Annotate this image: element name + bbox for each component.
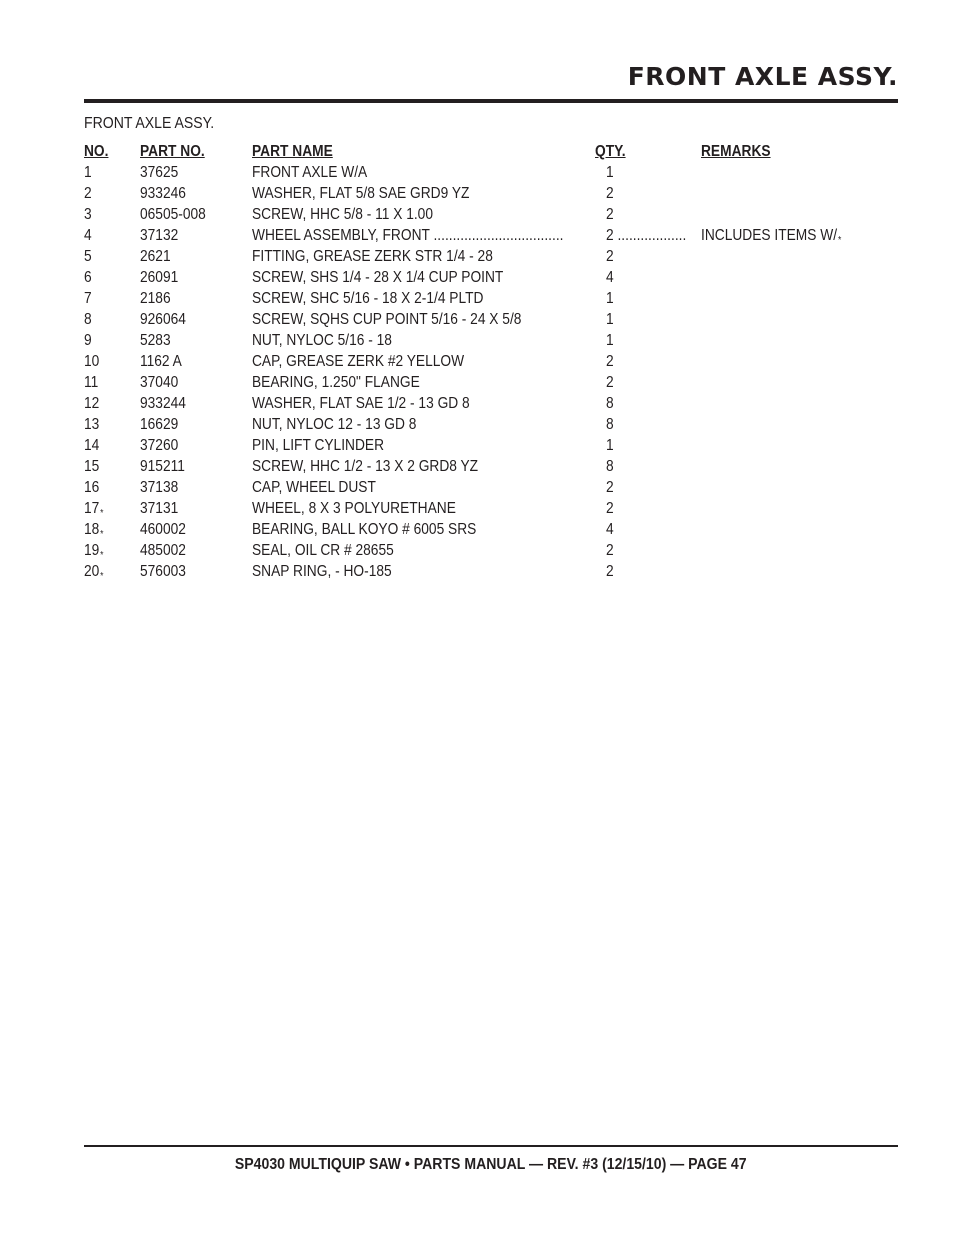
part-name: SNAP RING, - HO-185 [252, 563, 392, 580]
part-number: 16629 [140, 416, 179, 433]
quantity: 8 [606, 458, 614, 475]
table-row [84, 435, 884, 456]
quantity: 2 .................. [606, 227, 687, 244]
quantity: 1 [606, 332, 614, 349]
part-name: WHEEL ASSEMBLY, FRONT .................................. [252, 227, 564, 244]
parts-table [84, 141, 884, 582]
table-row [84, 393, 884, 414]
part-number: 2186 [140, 290, 171, 307]
quantity: 2 [606, 248, 614, 265]
part-name: CAP, WHEEL DUST [252, 479, 376, 496]
section-label: FRONT AXLE ASSY. [84, 115, 215, 132]
header-part-name: PART NAME [252, 143, 333, 160]
header-rule [84, 99, 898, 103]
page-footer [84, 1154, 898, 1176]
table-row [84, 225, 884, 246]
table-row [84, 204, 884, 225]
star-marker: * [100, 550, 104, 561]
quantity: 1 [606, 437, 614, 454]
page-header [84, 62, 898, 92]
part-name: BEARING, BALL KOYO # 6005 SRS [252, 521, 477, 538]
part-number: 37132 [140, 227, 179, 244]
item-no: 7 [84, 290, 92, 307]
part-name: SCREW, SHC 5/16 - 18 X 2-1/4 PLTD [252, 290, 484, 307]
item-no: 14 [84, 437, 100, 454]
part-number: 485002 [140, 542, 186, 559]
part-number: 460002 [140, 521, 186, 538]
part-number: 926064 [140, 311, 186, 328]
star-marker: * [100, 529, 104, 540]
part-name: NUT, NYLOC 12 - 13 GD 8 [252, 416, 417, 433]
part-number: 2621 [140, 248, 171, 265]
footer-text: SP4030 MULTIQUIP SAW • PARTS MANUAL — REV. #3 (12/15/10) — PAGE 47 [235, 1156, 747, 1173]
remarks: INCLUDES ITEMS W/* [701, 227, 842, 246]
quantity: 1 [606, 311, 614, 328]
star-marker: * [100, 571, 104, 582]
part-number: 37131 [140, 500, 179, 517]
part-number: 1162 A [140, 353, 182, 370]
item-no: 19* [84, 542, 104, 561]
quantity: 2 [606, 185, 614, 202]
item-no: 18* [84, 521, 104, 540]
table-row [84, 372, 884, 393]
item-no: 16 [84, 479, 100, 496]
part-number: 37625 [140, 164, 179, 181]
header-qty: QTY. [595, 143, 626, 160]
table-body [84, 162, 884, 582]
table-row [84, 456, 884, 477]
quantity: 8 [606, 416, 614, 433]
quantity: 2 [606, 542, 614, 559]
quantity: 8 [606, 395, 614, 412]
quantity: 4 [606, 521, 614, 538]
quantity: 2 [606, 206, 614, 223]
header-no: NO. [84, 143, 109, 160]
part-name: SCREW, SHS 1/4 - 28 X 1/4 CUP POINT [252, 269, 504, 286]
item-no: 11 [84, 374, 99, 391]
table-row [84, 498, 884, 519]
table-row [84, 330, 884, 351]
quantity: 4 [606, 269, 614, 286]
table-row [84, 540, 884, 561]
item-no: 6 [84, 269, 92, 286]
part-number: 37040 [140, 374, 179, 391]
part-name: PIN, LIFT CYLINDER [252, 437, 385, 454]
part-name: FRONT AXLE W/A [252, 164, 368, 181]
item-no: 1 [84, 164, 92, 181]
table-row [84, 267, 884, 288]
item-no: 12 [84, 395, 100, 412]
item-no: 15 [84, 458, 100, 475]
quantity: 2 [606, 479, 614, 496]
part-number: 933246 [140, 185, 186, 202]
quantity: 2 [606, 353, 614, 370]
table-row [84, 519, 884, 540]
part-name: SCREW, HHC 1/2 - 13 X 2 GRD8 YZ [252, 458, 479, 475]
table-row [84, 246, 884, 267]
table-row [84, 561, 884, 582]
item-no: 3 [84, 206, 92, 223]
part-number: 576003 [140, 563, 186, 580]
table-row [84, 183, 884, 204]
part-name: FITTING, GREASE ZERK STR 1/4 - 28 [252, 248, 493, 265]
star-marker: * [837, 235, 842, 246]
part-number: 5283 [140, 332, 171, 349]
table-row [84, 162, 884, 183]
part-name: SCREW, HHC 5/8 - 11 X 1.00 [252, 206, 433, 223]
part-name: WASHER, FLAT 5/8 SAE GRD9 YZ [252, 185, 470, 202]
part-number: 37138 [140, 479, 179, 496]
quantity: 1 [606, 290, 614, 307]
table-row [84, 309, 884, 330]
part-number: 933244 [140, 395, 186, 412]
part-name: WHEEL, 8 X 3 POLYURETHANE [252, 500, 456, 517]
part-name: NUT, NYLOC 5/16 - 18 [252, 332, 392, 349]
item-no: 2 [84, 185, 92, 202]
quantity: 2 [606, 563, 614, 580]
header-part-no: PART NO. [140, 143, 205, 160]
item-no: 5 [84, 248, 92, 265]
item-no: 8 [84, 311, 92, 328]
star-marker: * [100, 508, 104, 519]
quantity: 2 [606, 500, 614, 517]
quantity: 1 [606, 164, 614, 181]
part-number: 06505-008 [140, 206, 206, 223]
part-name: WASHER, FLAT SAE 1/2 - 13 GD 8 [252, 395, 470, 412]
table-row [84, 288, 884, 309]
part-number: 26091 [140, 269, 179, 286]
item-no: 20* [84, 563, 104, 582]
table-row [84, 477, 884, 498]
part-number: 37260 [140, 437, 179, 454]
part-name: SEAL, OIL CR # 28655 [252, 542, 394, 559]
table-row [84, 351, 884, 372]
footer-rule [84, 1145, 898, 1147]
item-no: 17* [84, 500, 104, 519]
quantity: 2 [606, 374, 614, 391]
item-no: 9 [84, 332, 92, 349]
item-no: 4 [84, 227, 92, 244]
page-title: FRONT AXLE ASSY. [627, 62, 898, 91]
item-no: 13 [84, 416, 100, 433]
item-no: 10 [84, 353, 100, 370]
header-remarks: REMARKS [701, 143, 771, 160]
table-header-row [84, 141, 884, 162]
table-row [84, 414, 884, 435]
part-name: BEARING, 1.250" FLANGE [252, 374, 420, 391]
part-name: CAP, GREASE ZERK #2 YELLOW [252, 353, 465, 370]
part-name: SCREW, SQHS CUP POINT 5/16 - 24 X 5/8 [252, 311, 522, 328]
part-number: 915211 [140, 458, 185, 475]
